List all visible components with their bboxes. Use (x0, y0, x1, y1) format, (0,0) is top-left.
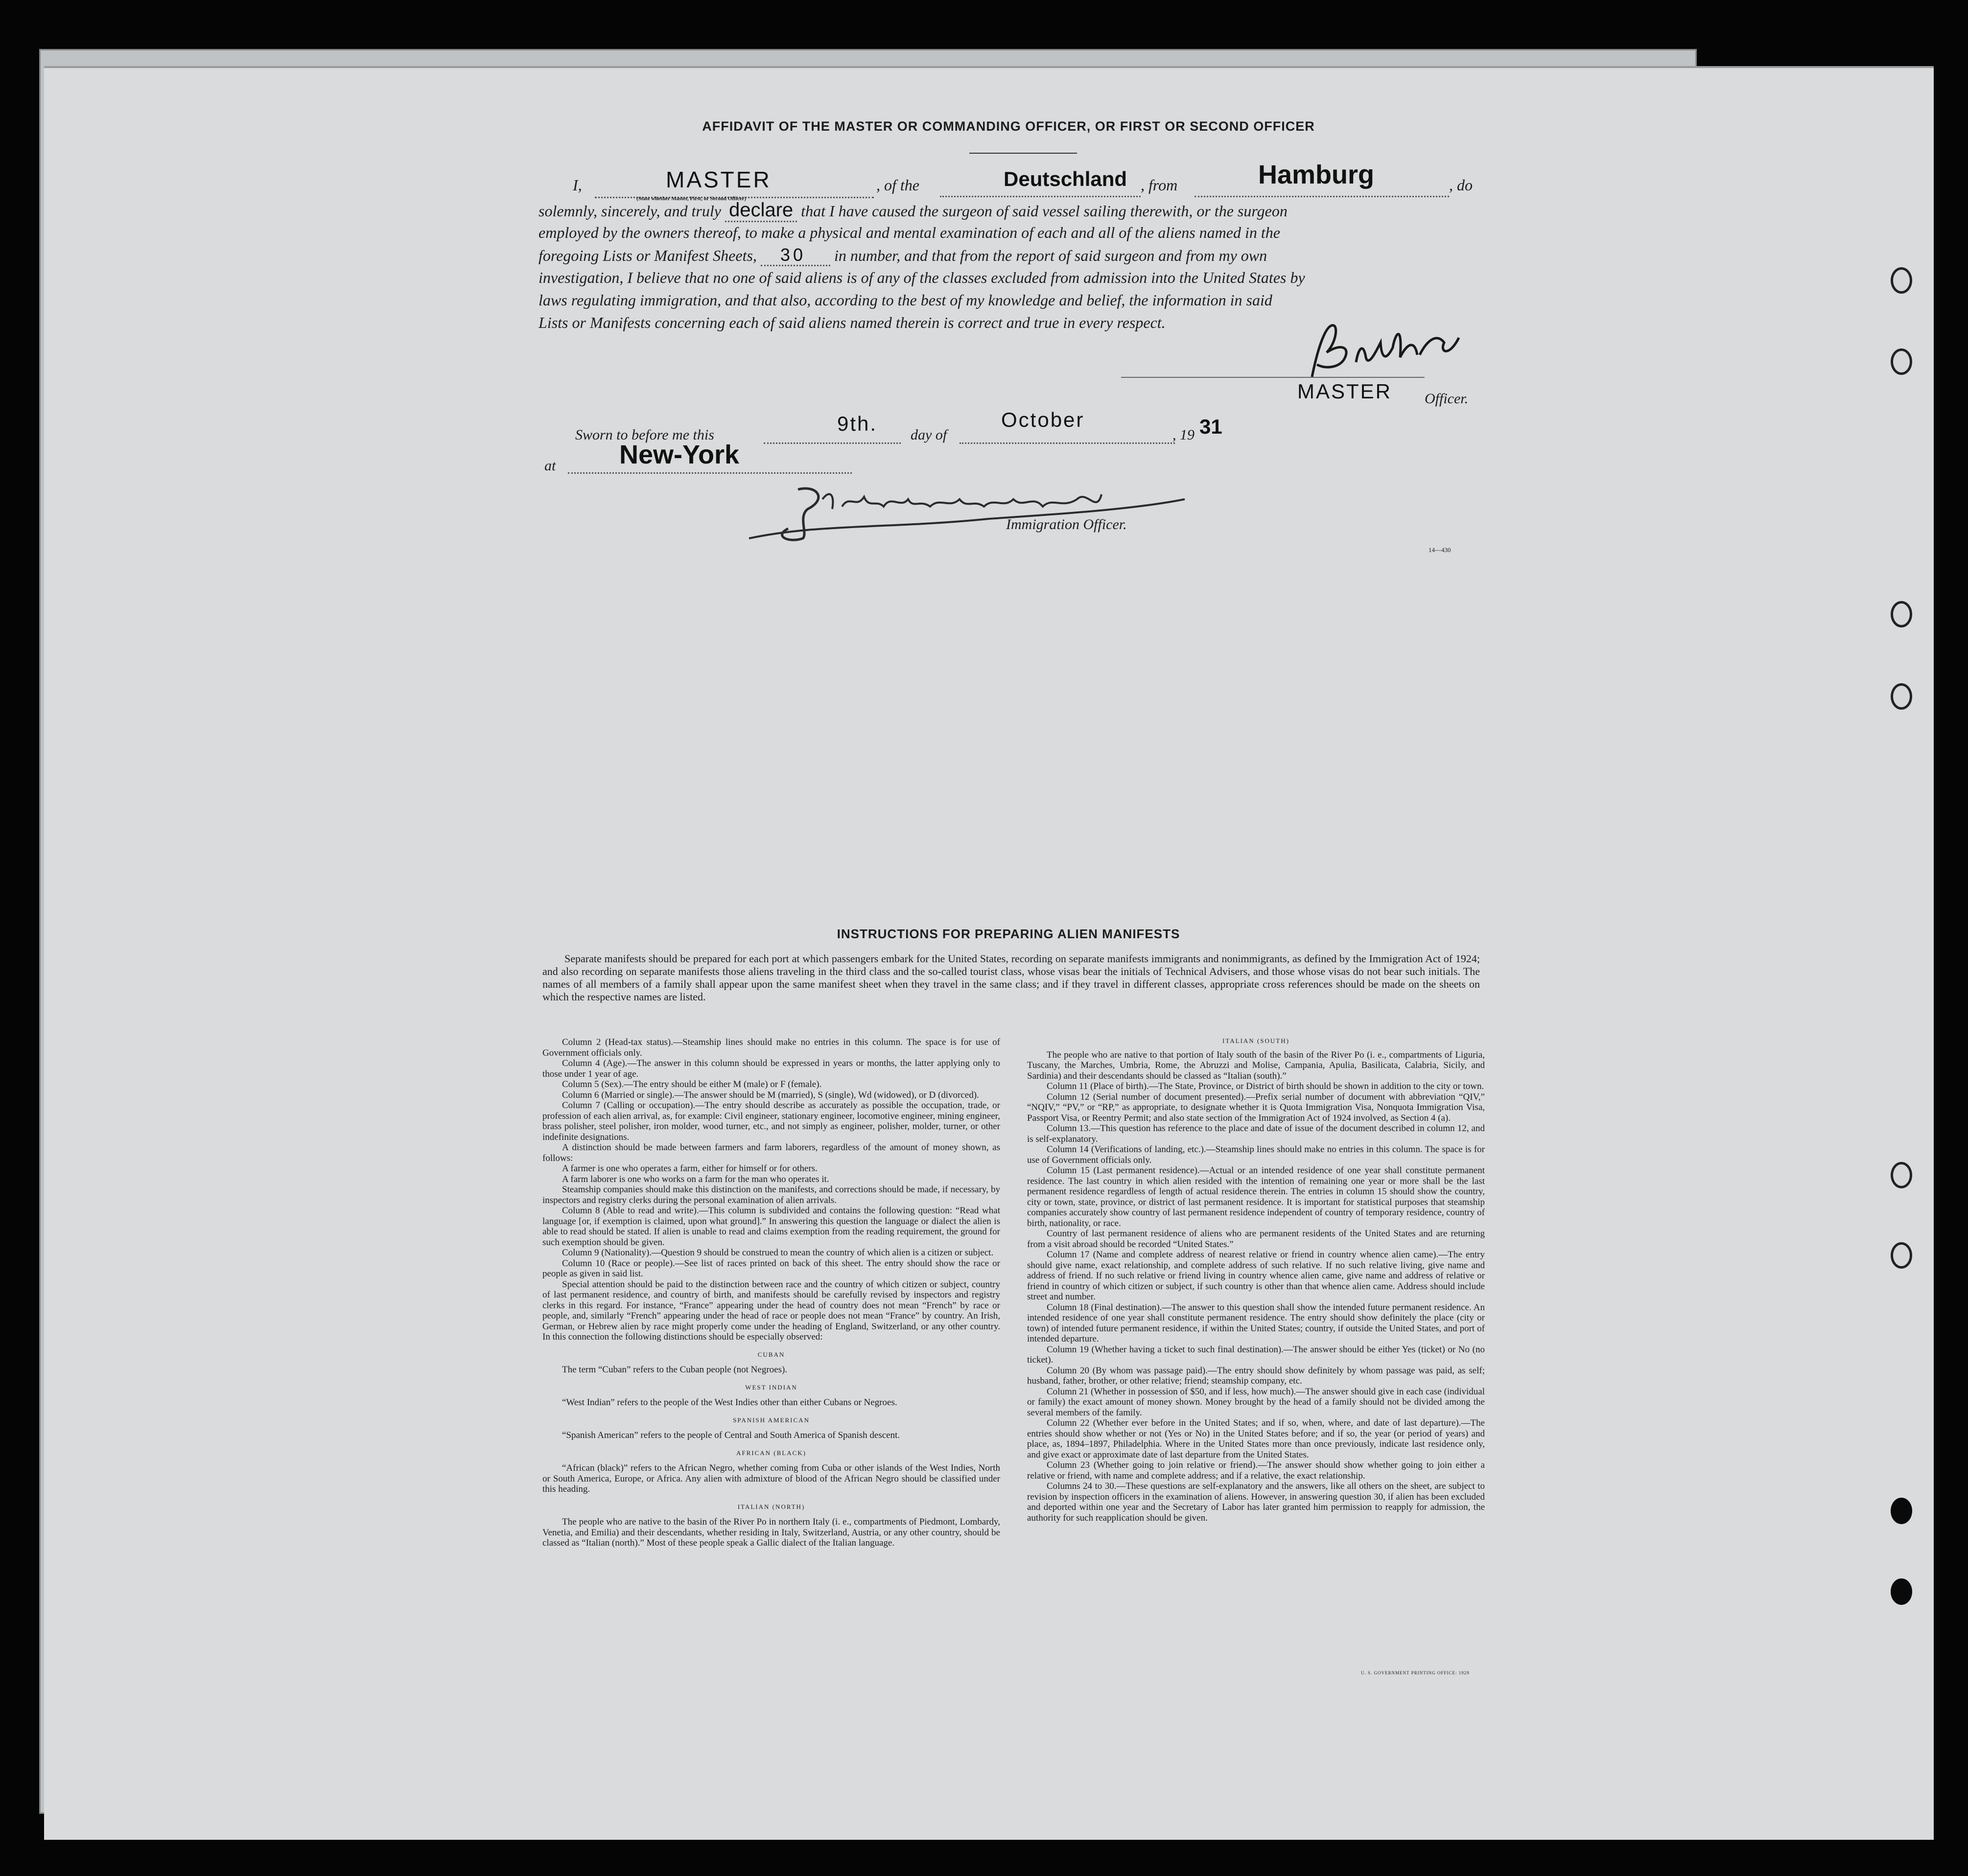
right-paragraph: Column 14 (Verifications of landing, etc.).—Steamship lines should make no entries in this column. The space is for use of Government officials only. (1027, 1144, 1485, 1165)
binder-hole-icon (1891, 1242, 1912, 1269)
left-paragraph: Column 5 (Sex).—The entry should be either M (male) or F (female). (562, 1079, 822, 1089)
affidavit-line-5: investigation, I believe that no one of said aliens is of any of the classes excluded from admission into the United States by (539, 269, 1305, 286)
african-paragraph: “African (black)” refers to the African Negro, whether coming from Cuba or other islands of the West Indies, North or South America, Europe, or Africa. Any alien with admixture of blood of the African Negro should be classified under this heading. (542, 1463, 1000, 1494)
line2-a: solemnly, sincerely, and truly (539, 202, 721, 220)
right-paragraph: Column 21 (Whether in possession of $50, and if less, how much).—The answer should give in each case (individual or family) the exact amount of money shown. Money brought by the head of a family should not be divided among the several members of the family. (1027, 1386, 1485, 1418)
cuban-paragraph: The term “Cuban” refers to the Cuban people (not Negroes). (562, 1365, 788, 1375)
immigration-officer-label: Immigration Officer. (1006, 516, 1127, 533)
signature-title: MASTER (1297, 380, 1392, 403)
port-value: Hamburg (1258, 160, 1375, 189)
left-paragraph: Column 9 (Nationality).—Question 9 should be construed to mean the country of which alien is a citizen or subject. (562, 1248, 994, 1258)
year-value: 31 (1199, 415, 1222, 438)
instructions-right-column (1027, 1036, 1485, 1523)
year-prefix: , 19 (1172, 427, 1195, 443)
right-paragraph: Column 22 (Whether ever before in the United States; and if so, when, where, and date of last departure).—The entries should show whether or not (Yes or No) in the United States before; and if so, the year (or period of years) and place, as, 1894–1897, Philadelphia. Where in the United States more than once previously, indicate last residence only, and give exact or approximate date of last departure from the United States. (1027, 1418, 1485, 1460)
left-paragraph: Column 10 (Race or people).—See list of races printed on back of this sheet. The entry should show the race or people as given in said list. (542, 1258, 1000, 1279)
at-label: at (544, 458, 556, 474)
left-paragraph: Column 4 (Age).—The answer in this column should be expressed in years or months, the latter applying only to those under 1 year of age. (542, 1058, 1000, 1079)
place-value: New-York (619, 440, 740, 469)
west-indian-paragraph: “West Indian” refers to the people of the West Indies other than either Cubans or Negroes. (562, 1397, 897, 1408)
month-value: October (1001, 408, 1085, 431)
declare-value: declare (725, 199, 797, 222)
form-number: 14—430 (1429, 546, 1451, 554)
affidavit-line-4 (539, 244, 1478, 267)
left-paragraph: A distinction should be made between farmers and farm laborers, regardless of the amount of money shown, as follows: (542, 1142, 1000, 1163)
sworn-label: Sworn to before me this (575, 427, 714, 443)
right-paragraph: Column 13.—This question has reference to the place and date of issue of the document described in column 12, and is self-explanatory. (1027, 1123, 1485, 1144)
right-paragraph: Column 17 (Name and complete address of nearest relative or friend in country whence alien came).—The entry should give name, exact relationship, and complete address of such relative. If no such relative living, give name and address of friend. If no such relative or friend living in country whence alien came, give name and address of relative or friend in country of which citizen or subject, if such country is other than that whence alien came. Address should include street and number. (1027, 1250, 1485, 1302)
right-paragraph: Column 20 (By whom was passage paid).—The entry should show definitely by whom passage was paid, as self; husband, father, brother, or other relative; friend; steamship company, etc. (1027, 1365, 1485, 1386)
spanish-american-heading: SPANISH AMERICAN (733, 1416, 810, 1424)
day-value: 9th. (837, 412, 878, 435)
line4-b: in number, and that from the report of said surgeon and from my own (834, 247, 1267, 264)
left-paragraph: A farm laborer is one who works on a farm for the man who operates it. (562, 1174, 829, 1184)
affidavit-title: AFFIDAVIT OF THE MASTER OR COMMANDING OFFICER, OR FIRST OR SECOND OFFICER (702, 119, 1315, 134)
west-indian-heading: WEST INDIAN (745, 1383, 797, 1391)
right-paragraph: Column 15 (Last permanent residence).—Actual or an intended residence of one year shall constitute permanent residence. The last country in which alien resided with the intention of remaining one year or more shall be the last permanent residence regardless of length of actual residence therein. The entries in column 15 should show the country, city or town, state, province, or district of last permanent residence. It is important for statistical purposes that steamship companies accurately show country of last permanent residence independent of country of temporary residence, country of birth, nationality, or race. (1027, 1165, 1485, 1228)
line2-b: that I have caused the surgeon of said vessel sailing therewith, or the surgeon (801, 202, 1288, 220)
binder-hole-icon (1891, 601, 1912, 627)
instructions-left-column (542, 1037, 1000, 1549)
title-rule (969, 153, 1077, 154)
cuban-heading: CUBAN (757, 1350, 785, 1358)
vessel-field-line (940, 196, 1141, 197)
italian-north-paragraph: The people who are native to the basin of the River Po in northern Italy (i. e., compartments of Piedmont, Lombardy, Venetia, and Emilia) and their descendants, whether residing in Italy, Switzerland, Austria, or any other country, should be classed as “Italian (north).” Most of these people speak a Gallic dialect of the Italian language. (542, 1517, 1000, 1548)
instructions-intro (542, 952, 1480, 1003)
vessel-value: Deutschland (1004, 167, 1127, 190)
affidavit-line-3: employed by the owners thereof, to make a physical and mental examination of each and all of the aliens named in the (539, 224, 1280, 241)
officer-label: Officer. (1425, 391, 1469, 407)
instructions-title: INSTRUCTIONS FOR PREPARING ALIEN MANIFESTS (837, 926, 1180, 941)
left-paragraph: Column 2 (Head-tax status).—Steamship lines should make no entries in this column. The space is for use of Government officials only. (542, 1037, 1000, 1058)
state-note: (State whether Master, First, or Second Officer) (636, 196, 747, 202)
port-field-line (1195, 196, 1449, 197)
right-paragraph: Columns 24 to 30.—These questions are self-explanatory and the answers, like all others on the sheet, are subject to revision by inspection officers in the examination of aliens. However, in answering question 30, if alien has been excluded and deported within one year and the Secretary of Labor has later granted him permission to reapply for admission, the authority for such reapplication should be given. (1027, 1481, 1485, 1523)
printing-office-note: U. S. GOVERNMENT PRINTING OFFICE: 1929 (1361, 1670, 1470, 1675)
italian-south-heading: ITALIAN (SOUTH) (1222, 1037, 1289, 1044)
binder-hole-icon (1891, 267, 1912, 294)
line4-a: foregoing Lists or Manifest Sheets, (539, 247, 757, 264)
african-heading: AFRICAN (BLACK) (736, 1449, 807, 1457)
place-field-line (568, 472, 852, 474)
day-field-line (764, 442, 901, 444)
left-paragraph: Column 7 (Calling or occupation).—The entry should describe as accurately as possible the occupation, trade, or profession of each alien arrival, as, for example: Civil engineer, stationary engineer, locomotive engineer, mining engineer, brass polisher, steel polisher, iron molder, wood turner, etc., and not simply as engineer, polisher, molder, turner, or other indefinite designations. (542, 1100, 1000, 1142)
left-paragraph: Special attention should be paid to the distinction between race and the country of which citizen or subject, country of last permanent residence, and country of birth, and manifests should be carefully revised by inspectors and registry clerks in this regard. For instance, “France” appearing under the head of country does not mean “French” by race or people, and, similarly “French” appearing under the head of race or people does not mean “France” by country. An Irish, German, or Hebrew alien by race might properly come under the heading of England, Switzerland, or any other country. In this connection the following distinctions should be especially observed: (542, 1279, 1000, 1342)
right-paragraph: Column 12 (Serial number of document presented).—Prefix serial number of document with abbreviation “QIV,” “NQIV,” “PV,” or “RP,” as appropriate, to designate whether it is Quota Immigration Visa, Nonquota Immigration Visa, Passport Visa, or Reentry Permit; and also state section of the Immigration Act of 1924 involved, as Section 4 (a). (1027, 1091, 1485, 1123)
right-paragraph: Column 11 (Place of birth).—The State, Province, or District of birth should be shown in addition to the city or town. (1047, 1081, 1484, 1091)
left-paragraph: Column 6 (Married or single).—The answer should be M (married), S (single), Wd (widowed), or D (divorced). (562, 1089, 979, 1100)
left-paragraph: A farmer is one who operates a farm, either for himself or for others. (562, 1163, 818, 1174)
right-paragraph: Country of last permanent residence of aliens who are permanent residents of the United States and are returning from a visit abroad should be recorded “United States.” (1027, 1228, 1485, 1250)
right-paragraph: Column 19 (Whether having a ticket to such final destination).—The answer should be either Yes (ticket) or No (no ticket). (1027, 1344, 1485, 1365)
binder-hole-icon (1891, 1498, 1912, 1524)
month-field-line (960, 442, 1175, 444)
day-of-label: day of (911, 427, 947, 443)
affidavit-line-2 (539, 199, 1478, 222)
intro-paragraph: Separate manifests should be prepared for each port at which passengers embark for the United States, recording on separate manifests immigrants and nonimmigrants, as defined by the Immigration Act of 1924; and also recording on separate manifests those aliens traveling in the third class and the so-called tourist class, whose visas bear the initials of Technical Advisers, and those whose visas do not bear such initials. The names of all members of a family shall appear upon the same manifest sheet when they travel in the same class; and if they travel in different classes, appropriate cross references should be made on the sheets on which the respective names are listed. (542, 952, 1480, 1003)
affidavit-line-7: Lists or Manifests concerning each of said aliens named therein is correct and true in every respect. (539, 314, 1166, 331)
left-paragraph: Steamship companies should make this distinction on the manifests, and corrections should be made, if necessary, by inspectors and registry clerks during the personal examination of alien arrivals. (542, 1184, 1000, 1205)
affidavit-line-6: laws regulating immigration, and that also, according to the best of my knowledge and belief, the information in said (539, 291, 1272, 309)
binder-hole-icon (1891, 348, 1912, 375)
sheets-value: 30 (761, 245, 830, 266)
from-label: , from (1141, 176, 1178, 194)
immigration-officer-signature (744, 480, 1199, 556)
right-paragraph: Column 23 (Whether going to join relative or friend).—The answer should show whether going to join either a relative or friend, with name and complete address; and if a relative, the exact relationship. (1027, 1460, 1485, 1481)
master-value: MASTER (666, 167, 772, 192)
right-paragraph: The people who are native to that portion of Italy south of the basin of the River Po (i. e., compartments of Liguria, Tuscany, the Marches, Umbria, Rome, the Abruzzi and Molise, Campania, Apulia, Basilicata, Calabria, Sicily, and Sardinia) and their descendants should be classed as “Italian (south).” (1027, 1049, 1485, 1081)
binder-hole-icon (1891, 1162, 1912, 1188)
left-paragraph: Column 8 (Able to read and write).—This column is subdivided and contains the following question: “Read what language [or, if exemption is claimed, upon what ground].” In answering this question the language or dialect the alien is able to read should be stated. If alien is unable to read and claims exemption from the reading requirement, the ground for such exemption should be given. (542, 1205, 1000, 1248)
binder-hole-icon (1891, 683, 1912, 710)
of-the-label: , of the (876, 176, 919, 194)
italian-north-heading: ITALIAN (NORTH) (737, 1503, 805, 1510)
right-paragraph: Column 18 (Final destination).—The answer to this question shall show the intended future permanent residence. An intended residence of one year shall constitute permanent residence. The entry should show definitely the place (city or town) of intended future permanent residence, if within the United States; country, if outside the United States, and port of intended departure. (1027, 1302, 1485, 1344)
affidavit-i: I, (573, 176, 582, 194)
signature-line (1121, 377, 1425, 378)
spanish-american-paragraph: “Spanish American” refers to the people of Central and South America of Spanish descent. (562, 1430, 900, 1440)
do-label: , do (1449, 176, 1473, 194)
binder-hole-icon (1891, 1578, 1912, 1605)
